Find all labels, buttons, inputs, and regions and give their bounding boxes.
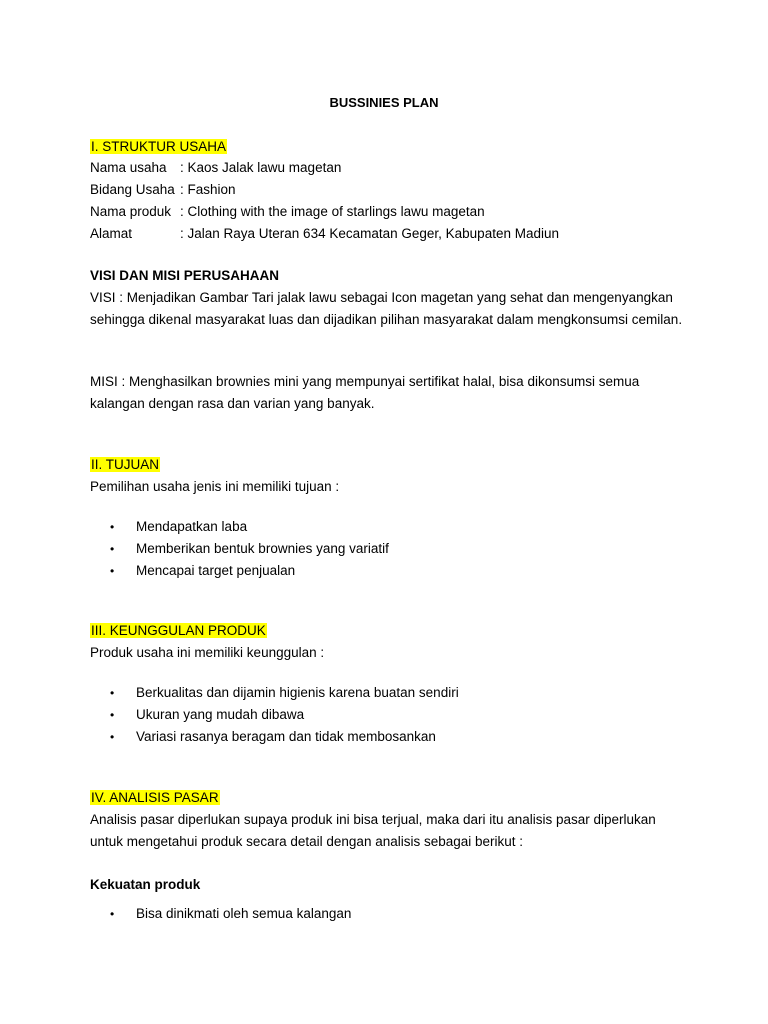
kv-key: Nama produk (90, 204, 172, 219)
bullet-icon: • (110, 730, 115, 744)
section-heading-text: II. TUJUAN (91, 457, 160, 472)
bullet-icon: • (110, 542, 115, 556)
bullet-icon: • (110, 907, 115, 921)
kv-key: Nama usaha (90, 160, 167, 175)
kv-row (90, 224, 559, 244)
kv-value: : Fashion (180, 182, 236, 197)
analisis-paragraph (90, 809, 680, 853)
bullet-icon: • (110, 564, 115, 578)
section-heading-keunggulan-produk (90, 621, 267, 641)
bullet-icon: • (110, 708, 115, 722)
section-intro: Produk usaha ini memiliki keunggulan : (90, 645, 325, 660)
section-heading-text: III. KEUNGGULAN PRODUK (91, 623, 266, 638)
visi-paragraph (90, 287, 690, 331)
section-heading-text: IV. ANALISIS PASAR (91, 790, 219, 805)
kv-row (90, 158, 341, 178)
kv-value: : Kaos Jalak lawu magetan (180, 160, 342, 175)
analisis-text: Analisis pasar diperlukan supaya produk ini bisa terjual, maka dari itu analisis pasar diperlukan untuk mengetahui produk secara detail dengan analisis sebagai berikut : (90, 812, 656, 849)
list-item (110, 683, 459, 703)
section-heading-analisis-pasar (90, 788, 220, 808)
list-item (110, 904, 351, 924)
kv-value: : Clothing with the image of starlings lawu magetan (180, 204, 485, 219)
section-heading-struktur-usaha (90, 137, 227, 157)
list-item-text: Bisa dinikmati oleh semua kalangan (136, 906, 352, 921)
bullet-icon: • (110, 520, 115, 534)
list-item (110, 561, 295, 581)
list-item (110, 705, 304, 725)
list-item (110, 517, 247, 537)
visi-text: VISI : Menjadikan Gambar Tari jalak lawu sebagai Icon magetan yang sehat dan mengenyangkan sehingga dikenal masyarakat luas dan dijadikan pilihan masyarakat dalam mengkonsumsi cemilan. (90, 290, 683, 327)
kv-key: Bidang Usaha (90, 182, 175, 197)
kv-value: : Jalan Raya Uteran 634 Kecamatan Geger, Kabupaten Madiun (180, 226, 559, 241)
list-item-text: Berkualitas dan dijamin higienis karena buatan sendiri (136, 685, 459, 700)
section-heading-visi-misi: VISI DAN MISI PERUSAHAAN (90, 268, 280, 283)
list-item-text: Memberikan bentuk brownies yang variatif (136, 541, 389, 556)
subheading-kekuatan-produk: Kekuatan produk (90, 877, 201, 892)
section-heading-tujuan (90, 455, 160, 475)
kv-row (90, 202, 485, 222)
list-item-text: Mendapatkan laba (136, 519, 248, 534)
kv-row (90, 180, 236, 200)
document-title: BUSSINIES PLAN (329, 95, 439, 110)
list-item-text: Variasi rasanya beragam dan tidak membosankan (136, 729, 436, 744)
section-intro: Pemilihan usaha jenis ini memiliki tujuan : (90, 479, 340, 494)
misi-text: MISI : Menghasilkan brownies mini yang mempunyai sertifikat halal, bisa dikonsumsi semua kalangan dengan rasa dan varian yang banyak. (90, 374, 640, 411)
list-item-text: Mencapai target penjualan (136, 563, 296, 578)
bullet-icon: • (110, 686, 115, 700)
misi-paragraph (90, 371, 690, 415)
list-item-text: Ukuran yang mudah dibawa (136, 707, 305, 722)
list-item (110, 539, 389, 559)
section-heading-text: I. STRUKTUR USAHA (91, 139, 227, 154)
kv-key: Alamat (90, 226, 133, 241)
list-item (110, 727, 436, 747)
